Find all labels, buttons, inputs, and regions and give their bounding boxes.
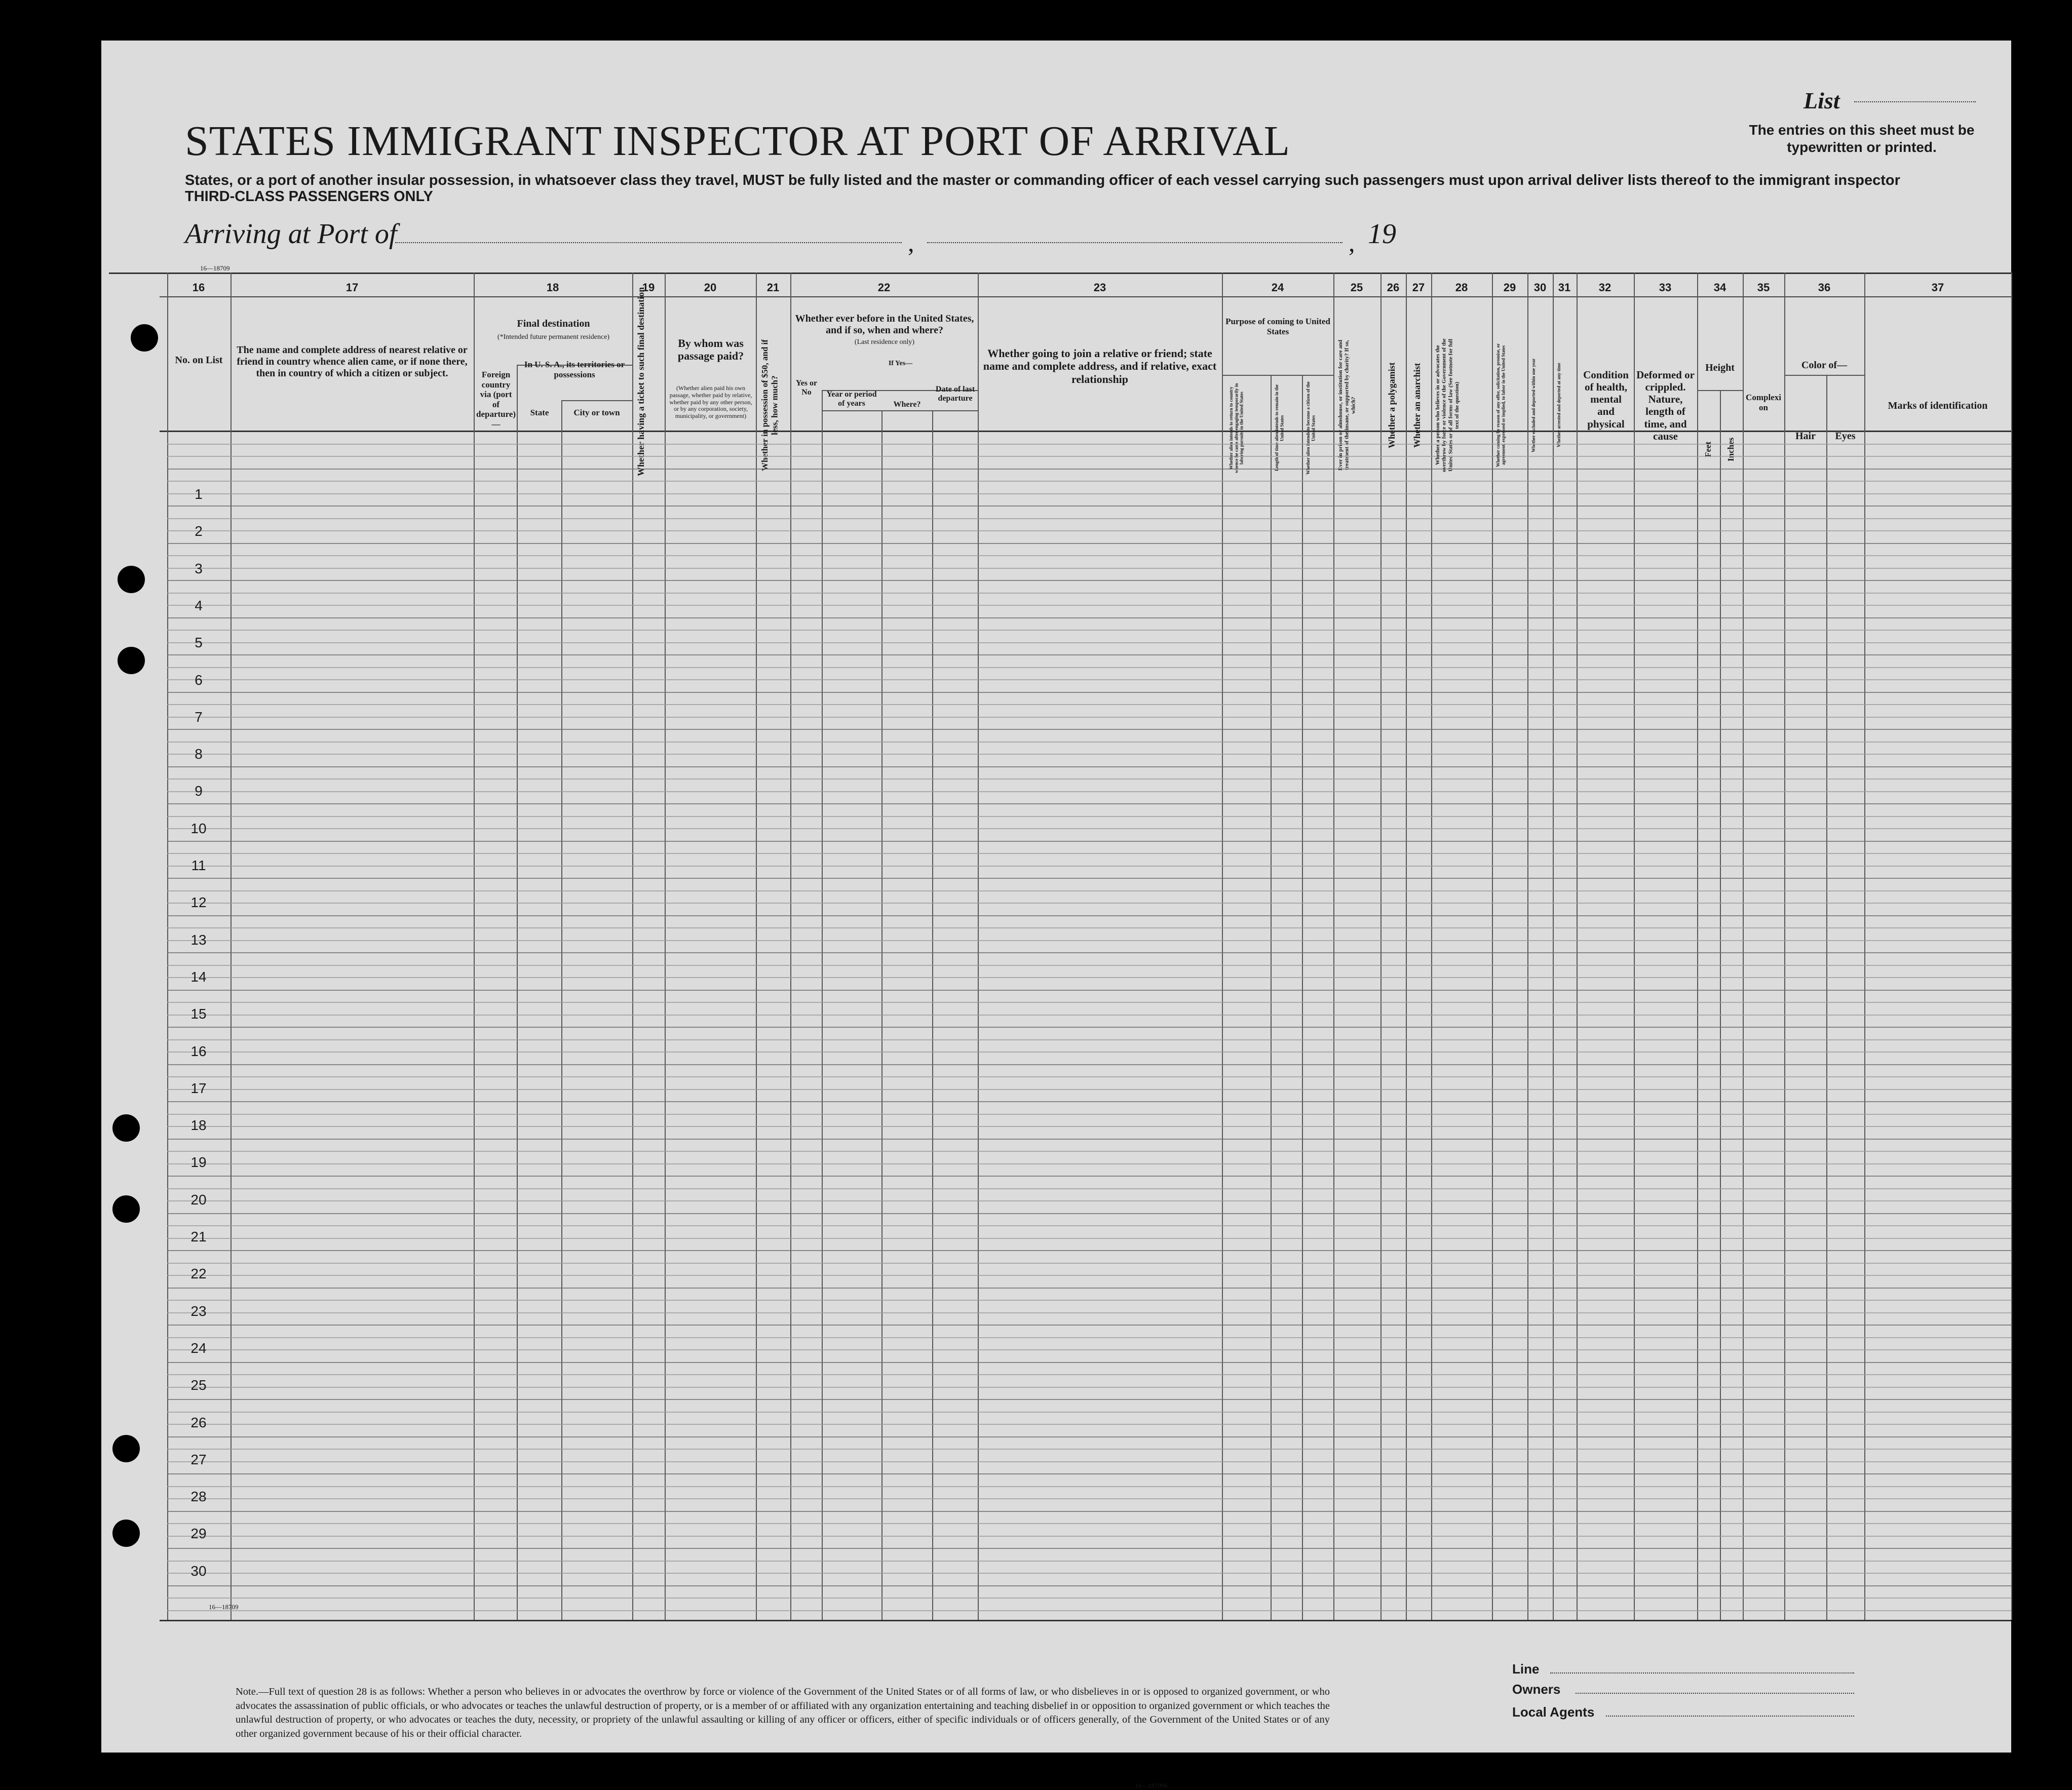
header-usa: In U. S. A., its territories or possessions (524, 360, 625, 379)
row-number: 20 (190, 1191, 207, 1208)
row-number: 9 (195, 783, 203, 799)
row-number: 10 (190, 820, 207, 836)
column-number: 36 (1818, 281, 1831, 294)
binder-hole (118, 647, 145, 674)
list-number-field[interactable] (1854, 101, 1976, 102)
header-height: Height (1705, 362, 1735, 373)
header-arrested: Whether arrested and deported at any time (1556, 363, 1561, 448)
column-rule (2011, 273, 2012, 1620)
column-number-rule (160, 296, 2011, 297)
header-ever-before-note: (Last residence only) (854, 338, 915, 346)
column-number: 17 (346, 281, 359, 294)
row-number: 12 (190, 894, 207, 911)
column-number: 21 (766, 281, 780, 294)
column-number: 19 (642, 281, 655, 294)
row-number: 16 (190, 1043, 207, 1059)
header-passage-note: (Whether alien paid his own passage, whether paid by relative, whether paid by any other person, or by any corporation, society, municipality, or government) (669, 384, 752, 420)
header-join-relative: Whether going to join a relative or friend; state name and complete address, and if relative, exact relationship (983, 347, 1217, 385)
header-state: State (530, 408, 549, 417)
header-where: Where? (893, 400, 921, 409)
binder-hole (112, 1520, 140, 1547)
row-number: 11 (191, 858, 206, 873)
row-number: 18 (190, 1117, 207, 1134)
row-number: 24 (190, 1340, 207, 1356)
line-label: Line (1512, 1661, 1540, 1677)
comma-separator: , (1349, 228, 1355, 257)
header-subrule (822, 410, 978, 411)
row-number: 21 (190, 1229, 207, 1244)
typewritten-notice: The entries on this sheet must be typewritten or printed. (1749, 122, 1975, 155)
binder-hole (112, 1435, 140, 1462)
column-number: 31 (1558, 281, 1571, 294)
row-number: 13 (190, 931, 207, 948)
row-number: 4 (195, 597, 203, 613)
header-departure-date: Date of last departure (935, 385, 975, 403)
header-purpose: Purpose of coming to United States (1225, 317, 1330, 336)
list-label: List (1804, 88, 1840, 113)
header-subrule (1697, 390, 1743, 391)
column-number: 29 (1503, 281, 1516, 294)
row-number: 29 (190, 1526, 207, 1542)
header-yes-no: Yes or No (795, 379, 818, 397)
header-period: Year or period of years (826, 390, 877, 408)
date-field[interactable] (927, 242, 1342, 243)
row-number: 26 (190, 1414, 207, 1430)
header-overthrow: Whether a person who believes in or advocates the overthrow by force or violence of the Government of the United States or of all forms of law (See footnote for full text of the question) (1435, 338, 1460, 472)
header-eyes: Eyes (1835, 431, 1856, 442)
form-number: 16—18709 (200, 264, 230, 272)
row-number: 3 (195, 560, 203, 576)
header-offer: Whether coming by reason of any offer, solicitation, promise, or agreement, expressed or implied, to labor in the United States (1495, 343, 1506, 468)
header-purpose-return: Whether alien intends to return to country whence he came after engaging temporarily in laboring pursuits in the United States (1229, 383, 1244, 473)
owners-label: Owners (1512, 1682, 1561, 1697)
row-number: 19 (190, 1154, 207, 1171)
column-number: 27 (1412, 281, 1425, 294)
header-feet: Feet (1703, 441, 1713, 458)
column-number: 32 (1598, 281, 1611, 294)
header-prison: Ever in prison or almshouse, or institution for care and treatment of the insane, or supported by charity? If so, which? (1337, 339, 1357, 471)
column-number: 26 (1387, 281, 1400, 294)
table-bottom-border (160, 1620, 2011, 1621)
header-if-yes: If Yes— (888, 360, 913, 367)
row-number: 8 (195, 746, 203, 762)
column-number: 18 (546, 281, 559, 294)
footnote-question-28: Note.—Full text of question 28 is as follows: Whether a person who believes in or advocates the overthrow by force or violence of the Government of the United States or of all forms of law, or who disbelieves in or is opposed to organized government, or who advocates the assassination of public officials, or who advocates or teaches the unlawful destruction of property, or is a member of or affiliated with any organization entertaining and teaching disbelief in or opposition to organized government or which teaches the unlawful destruction of property, or who advocates or teaches the duty, necessity, or propriety of the unlawful assaulting or killing of any officer or officers, either of specific individuals or of officers generally, of the Government of the United States or of any other organized government because of his or their official character. (236, 1686, 1330, 1740)
row-number: 27 (190, 1451, 207, 1467)
header-foreign-country: Foreign country via (port of departure)— (476, 370, 516, 429)
binder-hole (112, 1195, 140, 1223)
column-number: 20 (704, 281, 717, 294)
header-marks: Marks of identification (1888, 400, 1988, 411)
binder-hole (131, 324, 158, 352)
column-number: 35 (1757, 281, 1770, 294)
row-number: 17 (190, 1080, 207, 1096)
port-field[interactable] (395, 242, 902, 243)
header-ticket: Whether having a ticket to such final destination (636, 287, 646, 476)
row-number: 25 (190, 1377, 207, 1393)
header-anarchist: Whether an anarchist (1412, 363, 1422, 448)
year-prefix: 19 (1368, 218, 1396, 250)
arriving-label: Arriving at Port of (185, 218, 397, 250)
row-number: 22 (190, 1266, 207, 1282)
header-hair: Hair (1795, 431, 1816, 442)
column-number: 28 (1455, 281, 1468, 294)
column-number: 25 (1350, 281, 1363, 294)
page-title: STATES IMMIGRANT INSPECTOR AT PORT OF ARRIVAL (185, 118, 1290, 165)
row-number: 14 (190, 968, 207, 985)
row-number: 2 (195, 523, 203, 539)
row-number: 30 (190, 1563, 207, 1579)
table-top-border (109, 273, 2011, 274)
header-complexion: Complexion (1746, 393, 1781, 412)
header-passage-paid: By whom was passage paid? (677, 337, 744, 363)
header-final-destination: Final destination (517, 318, 590, 329)
table-rules (160, 432, 2011, 1620)
row-number: 23 (190, 1303, 207, 1319)
binder-hole (118, 566, 145, 593)
header-subrule (1222, 375, 1333, 376)
header-deformed: Deformed or crippled. Nature, length of time, and cause (1636, 369, 1695, 442)
header-final-destination-note: (*Intended future permanent residence) (497, 333, 610, 341)
manifest-sheet (101, 41, 2011, 1789)
header-subrule (561, 400, 632, 401)
line-field[interactable] (1550, 1672, 1854, 1674)
passenger-class: THIRD-CLASS PASSENGERS ONLY (185, 188, 433, 205)
row-number: 6 (195, 672, 203, 688)
column-number: 33 (1659, 281, 1672, 294)
binder-hole (112, 1114, 140, 1142)
header-color-of: Color of— (1801, 360, 1848, 371)
row-number: 28 (190, 1489, 207, 1505)
column-number: 16 (192, 281, 205, 294)
column-number: 22 (877, 281, 891, 294)
header-excluded: Whether excluded and deported within one year (1531, 358, 1536, 452)
header-city: City or town (573, 408, 620, 417)
header-health: Condition of health, mental and physical (1583, 369, 1629, 430)
comma-separator: , (908, 228, 914, 257)
header-purpose-citizen: Whether alien intends to become a citizen of the United States (1306, 381, 1316, 475)
header-polygamist: Whether a polygamist (1387, 362, 1397, 448)
row-number: 1 (195, 486, 203, 502)
column-number: 30 (1533, 281, 1547, 294)
header-ever-before: Whether ever before in the United States, and if so, when and where? (795, 313, 974, 336)
header-relative-address: The name and complete address of nearest relative or friend in country whence alien came, or if none there, then in country of which a citizen or subject. (237, 344, 468, 379)
row-number: 5 (195, 635, 203, 651)
header-subrule (1784, 375, 1864, 376)
local-agents-label: Local Agents (1512, 1704, 1595, 1720)
header-fifty-dollars: Whether in possession of $50, and if less, how much? (760, 339, 780, 471)
header-purpose-length: Length of time alien intends to remain in the United States (1274, 384, 1285, 472)
form-number: 16—18709 (209, 1603, 239, 1611)
owners-field[interactable] (1576, 1693, 1854, 1694)
column-number: 34 (1713, 281, 1726, 294)
form-number: 16—18709b (1135, 1782, 1168, 1789)
header-inches: Inches (1726, 437, 1736, 462)
column-number: 37 (1931, 281, 1944, 294)
header-no-on-list: No. on List (175, 355, 223, 366)
subtitle: States, or a port of another insular possession, in whatsoever class they travel, MUST be fully listed and the master or commanding officer of each vessel carrying such passengers must upon arrival deliver lists thereof to the immigrant inspector (185, 172, 1900, 188)
local-agents-field[interactable] (1606, 1716, 1854, 1717)
row-number: 7 (195, 709, 203, 725)
column-number: 23 (1093, 281, 1106, 294)
column-number: 24 (1271, 281, 1284, 294)
row-number: 15 (190, 1006, 207, 1022)
